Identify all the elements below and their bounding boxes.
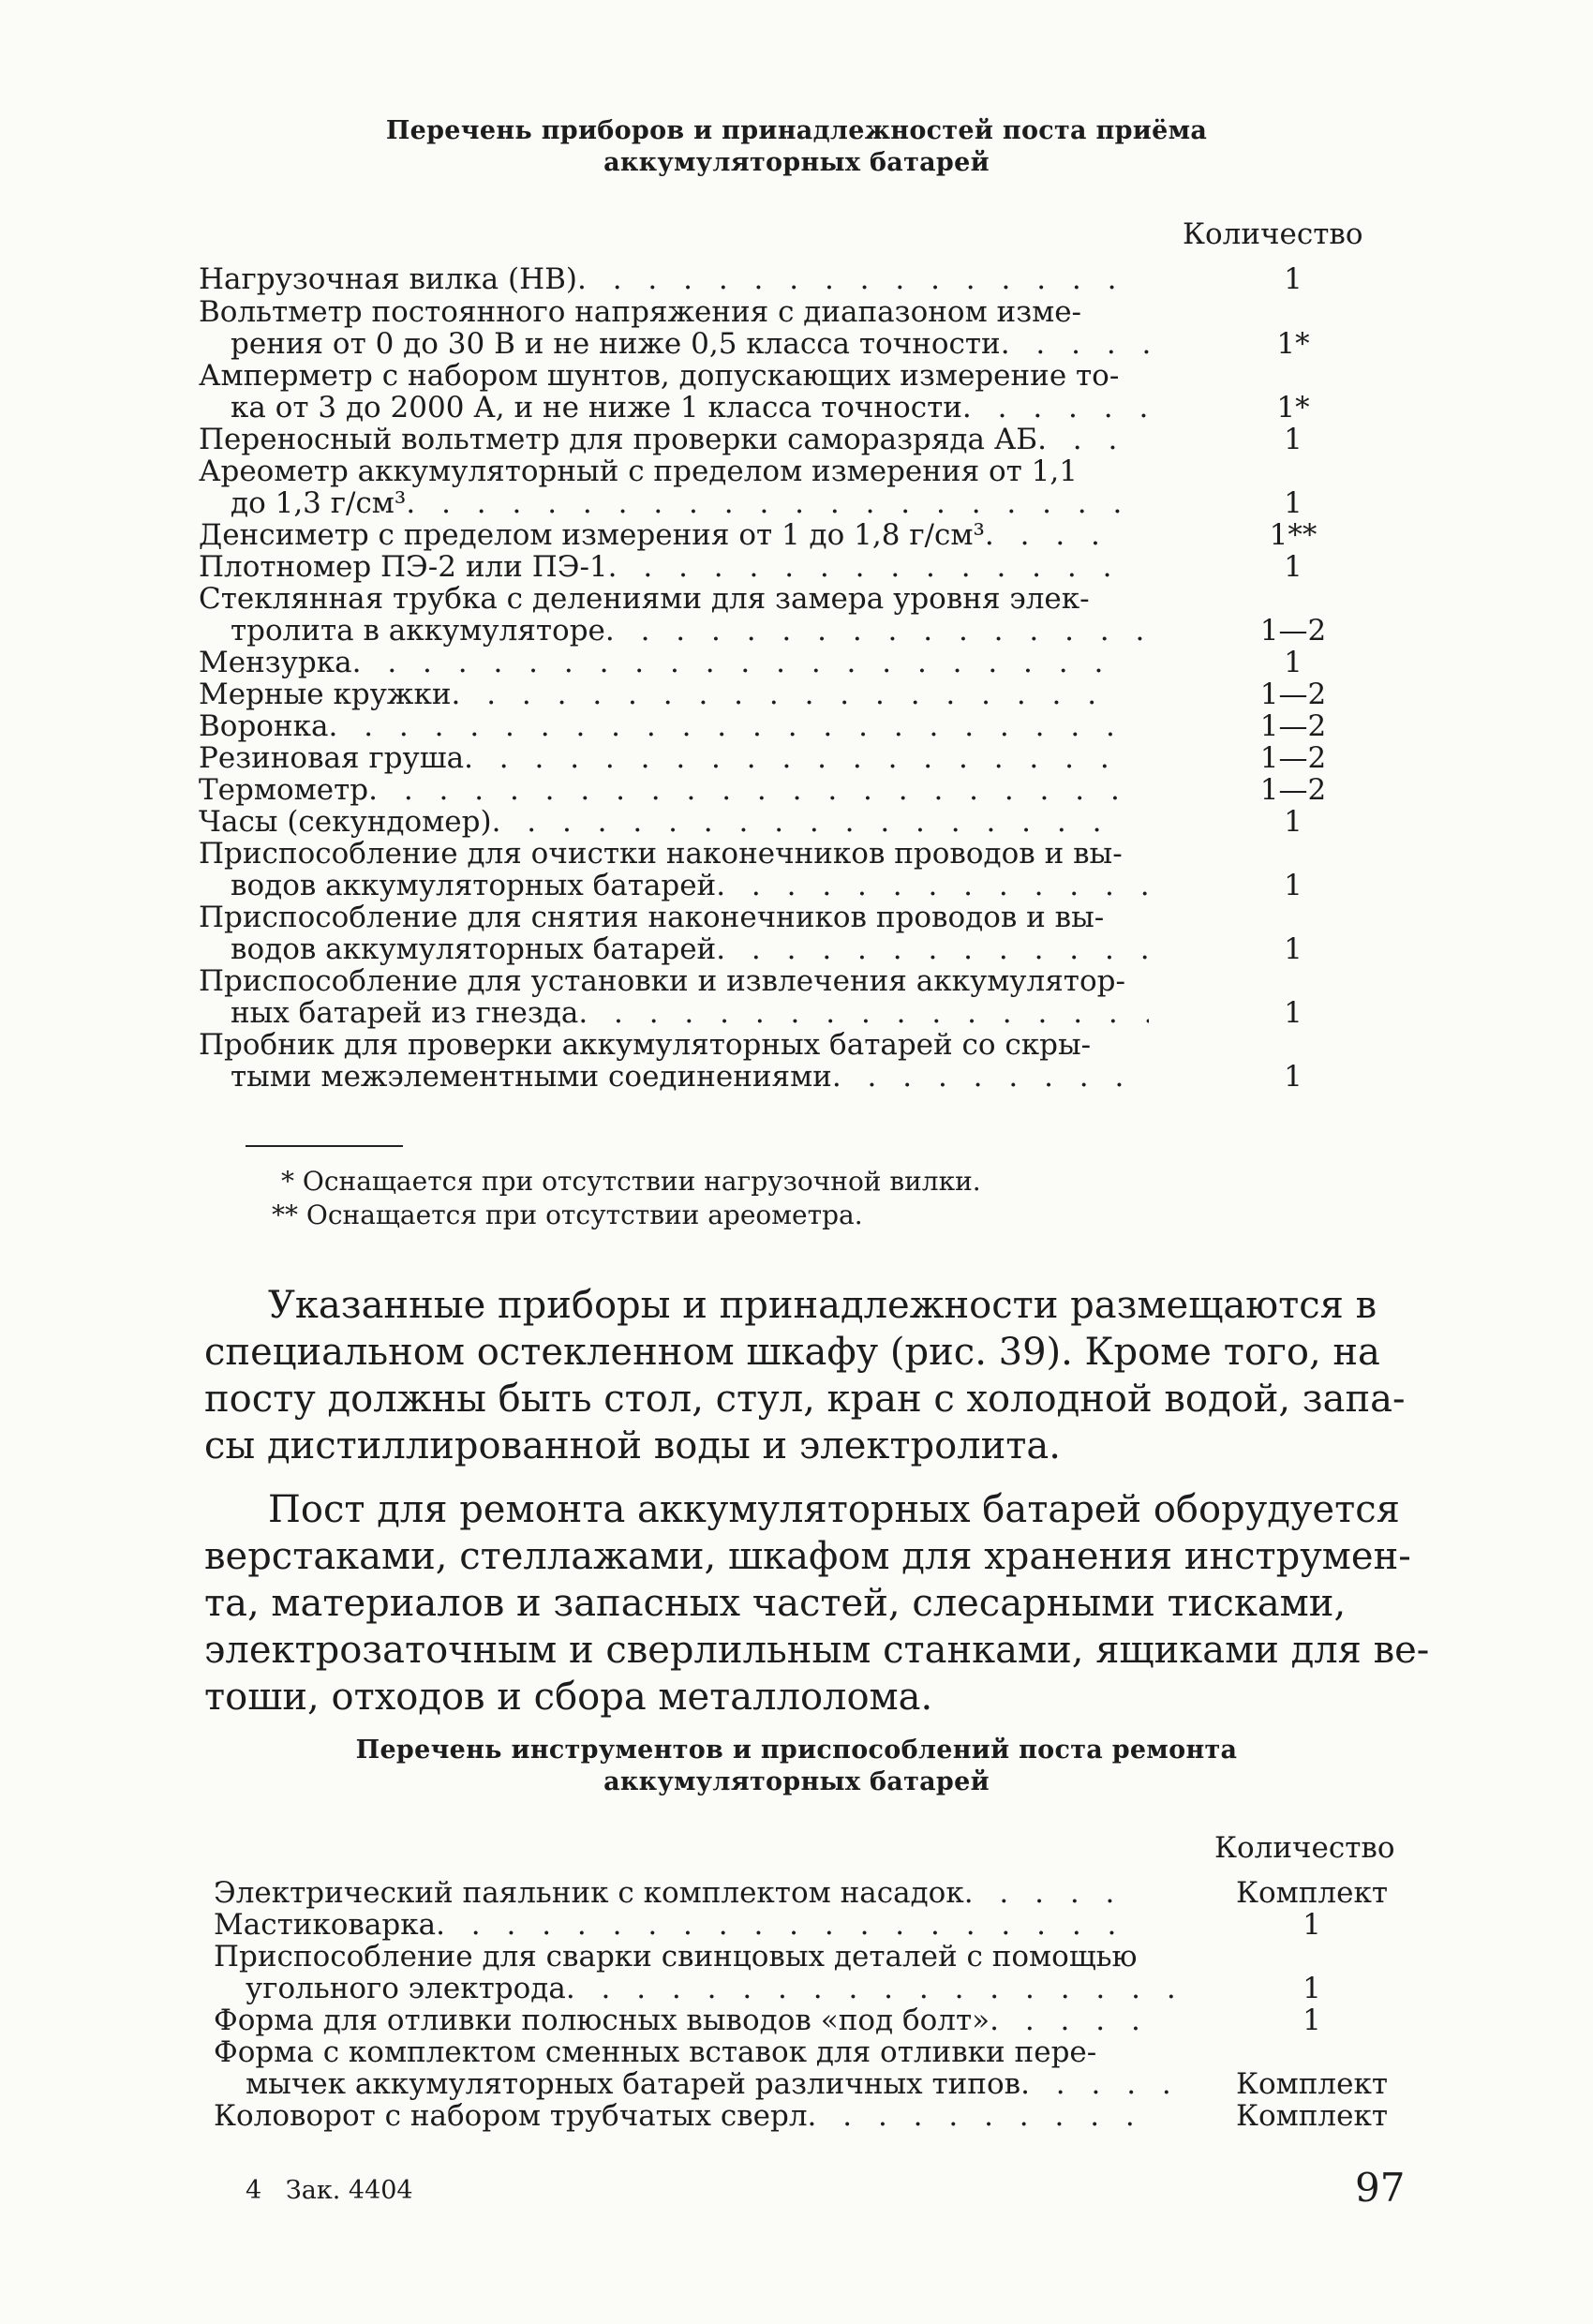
page-number: 97 — [1355, 2165, 1406, 2211]
printer-signature: 4 Зак. 4404 — [246, 2176, 413, 2205]
section2-title-line1: Перечень инструментов и приспособлений поста ремонта — [355, 1736, 1238, 1765]
list-item-cont: до 1,3 г/см³ . . . — [199, 487, 1149, 519]
footnote: ** Оснащается при отсутствии ареометра. — [272, 1199, 863, 1230]
list-item: Мерные кружки . . . — [199, 678, 1117, 710]
quantity-value: 1* — [1276, 327, 1310, 361]
list-item-cont: тролита в аккумуляторе . . . — [199, 615, 1149, 647]
list-item: Приспособление для снятия наконечников проводов и вы- — [199, 901, 1105, 934]
section2-title-line2: аккумуляторных батарей — [603, 1767, 990, 1796]
list-item-cont: угольного электрода . . . — [214, 1973, 1173, 2004]
paragraph-line: Пост для ремонта аккумуляторных батарей оборудуется — [268, 1488, 1400, 1531]
quantity-value: 1—2 — [1259, 741, 1327, 775]
quantity-value: 1 — [1284, 996, 1303, 1030]
list-item: Форма для отливки полюсных выводов «под болт» . . . — [214, 2004, 1141, 2036]
list-item: Мастиковарка . . . — [214, 1909, 1141, 1941]
section1-title-line1: Перечень приборов и принадлежностей поста приёма — [385, 116, 1208, 145]
list-item: Плотномер ПЭ-2 или ПЭ-1 . . . — [199, 551, 1117, 583]
list-item: Ареометр аккумуляторный с пределом измерения от 1,1 — [199, 454, 1078, 488]
list-item: Переносный вольтметр для проверки саморазряда АБ . . . — [199, 424, 1117, 455]
quantity-value: 1 — [1284, 550, 1303, 584]
quantity-value: 1—2 — [1259, 773, 1327, 807]
list-item-cont: мычек аккумуляторных батарей различных типов . . . — [214, 2068, 1173, 2100]
list-item-cont: ка от 3 до 2000 А, и не ниже 1 класса точности . . . — [199, 392, 1149, 424]
quantity-value: 1* — [1276, 391, 1310, 425]
paragraph-line: тоши, отходов и сбора металлолома. — [204, 1676, 933, 1719]
footnote: * Оснащается при отсутствии нагрузочной вилки. — [281, 1166, 981, 1197]
list-item: Резиновая груша . . . — [199, 742, 1117, 774]
quantity-value: 1—2 — [1259, 709, 1327, 743]
list-item: Форма с комплектом сменных вставок для отливки пере- — [214, 2035, 1097, 2069]
section1-title-line2: аккумуляторных батарей — [603, 148, 990, 177]
list-item-cont: ных батарей из гнезда . . . — [199, 997, 1149, 1029]
list-item: Амперметр с набором шунтов, допускающих измерение то- — [199, 359, 1120, 393]
list-item: Вольтметр постоянного напряжения с диапазоном изме- — [199, 295, 1082, 329]
list-item: Нагрузочная вилка (НВ) . . . — [199, 263, 1117, 295]
paragraph-line: специальном остекленном шкафу (рис. 39). Кроме того, на — [204, 1331, 1380, 1374]
section1-qty-header: Количество — [1183, 217, 1363, 251]
paragraph-line: электрозаточным и сверлильным станками, ящиками для ве- — [204, 1629, 1430, 1672]
quantity-value: 1 — [1284, 262, 1303, 296]
list-item: Приспособление для установки и извлечения аккумулятор- — [199, 964, 1125, 998]
list-item: Приспособление для очистки наконечников проводов и вы- — [199, 837, 1123, 871]
list-item-cont: тыми межэлементными соединениями . . . — [199, 1061, 1149, 1093]
quantity-value: 1 — [1284, 805, 1303, 839]
list-item: Пробник для проверки аккумуляторных батарей со скры- — [199, 1028, 1092, 1062]
list-item: Часы (секундомер) . . . — [199, 806, 1117, 838]
quantity-value: 1 — [1284, 1060, 1303, 1094]
footnote-divider — [246, 1145, 403, 1147]
quantity-value: 1 — [1284, 646, 1303, 679]
list-item-cont: водов аккумуляторных батарей . . . — [199, 870, 1149, 901]
quantity-value: 1—2 — [1259, 678, 1327, 711]
quantity-value: 1 — [1284, 486, 1303, 520]
list-item: Воронка . . . — [199, 710, 1117, 742]
quantity-value: 1 — [1284, 423, 1303, 456]
paragraph-line: посту должны быть стол, стул, кран с холодной водой, запа- — [204, 1378, 1406, 1421]
quantity-value: Комплект — [1236, 2067, 1388, 2101]
quantity-value: Комплект — [1236, 1876, 1388, 1910]
paragraph-line: сы дистиллированной воды и электролита. — [204, 1424, 1061, 1467]
list-item-cont: водов аккумуляторных батарей . . . — [199, 933, 1149, 965]
quantity-value: 1 — [1284, 932, 1303, 966]
quantity-value: 1 — [1284, 869, 1303, 902]
quantity-value: 1—2 — [1259, 614, 1327, 648]
quantity-value: 1** — [1269, 518, 1318, 552]
quantity-value: 1 — [1303, 1972, 1321, 2005]
list-item-cont: рения от 0 до 30 В и не ниже 0,5 класса точности . . . — [199, 328, 1149, 360]
quantity-value: Комплект — [1236, 2099, 1388, 2133]
paragraph-line: верстаками, стеллажами, шкафом для хранения инструмен- — [204, 1535, 1411, 1578]
section2-qty-header: Количество — [1214, 1831, 1395, 1865]
list-item: Термометр . . . — [199, 774, 1117, 806]
list-item: Коловорот с набором трубчатых сверл . . . — [214, 2100, 1141, 2132]
list-item: Стеклянная трубка с делениями для замера уровня элек- — [199, 582, 1090, 616]
list-item: Денсиметр с пределом измерения от 1 до 1,8 г/см³ . . . — [199, 519, 1117, 551]
paragraph-line: Указанные приборы и принадлежности размещаются в — [268, 1284, 1377, 1327]
list-item: Приспособление для сварки свинцовых деталей с помощью — [214, 1940, 1138, 1974]
quantity-value: 1 — [1303, 2004, 1321, 2037]
paragraph-line: та, материалов и запасных частей, слесарными тисками, — [204, 1582, 1347, 1625]
list-item: Мензурка . . . — [199, 647, 1117, 678]
quantity-value: 1 — [1303, 1908, 1321, 1942]
list-item: Электрический паяльник с комплектом насадок . . . — [214, 1877, 1141, 1909]
